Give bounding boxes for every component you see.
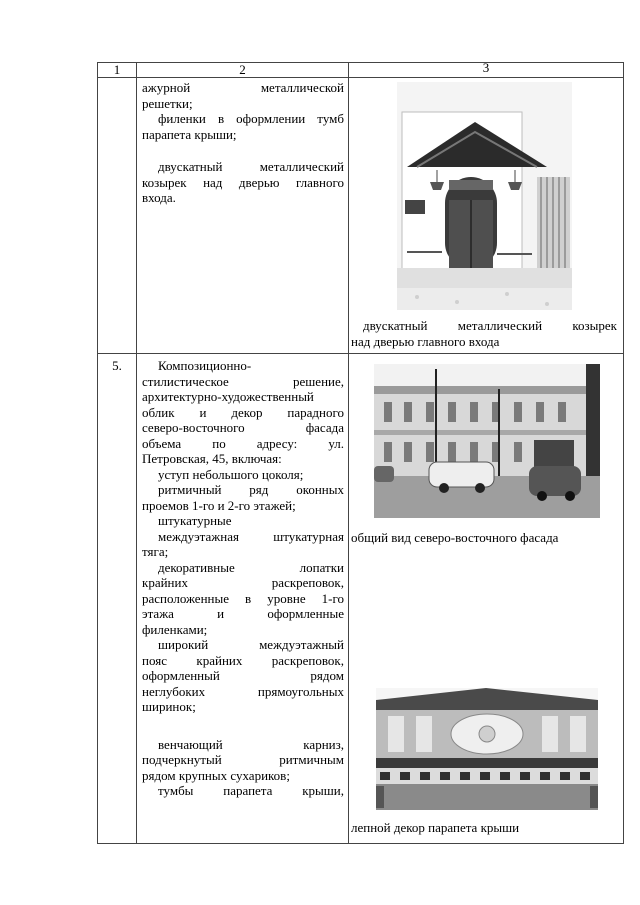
text-line: входа. — [142, 190, 176, 205]
text-line: междуэтажная штукатурная — [158, 528, 344, 544]
text-line: широкий междуэтажный — [158, 637, 344, 652]
text-line: парапета крыши; — [142, 126, 237, 142]
photo-caption-parapet: лепной декор парапета крыши — [351, 820, 520, 835]
text-line: ширинок; — [142, 699, 196, 714]
text-line: этажа и оформленные — [142, 606, 344, 621]
feature-description-cell — [137, 78, 349, 354]
header-col-1: 1 — [98, 63, 137, 78]
header-col-3: 3 — [349, 63, 624, 78]
table-header-row — [98, 63, 624, 78]
photo-caption-line-1: двускатный металлический козырек — [363, 318, 617, 333]
text-line: тумбы парапета крыши, — [158, 783, 344, 798]
text-line: филенками; — [142, 621, 208, 637]
text-line: проемов 1-го и 2-го этажей; — [142, 497, 296, 513]
text-line: неглубоких прямоугольных — [142, 683, 344, 699]
text-line: венчающий карниз, — [158, 736, 344, 752]
text-line: подчеркнутый ритмичным — [142, 752, 344, 767]
text-line: козырек над дверью главного — [142, 174, 344, 190]
text-line: ритмичный ряд оконных — [158, 482, 344, 497]
text-line: северо-восточного фасада — [142, 420, 344, 435]
header-col-2: 2 — [137, 63, 349, 78]
photo-cell — [349, 354, 624, 844]
photo-cell — [349, 78, 624, 354]
parapet-decor-photo — [376, 688, 598, 810]
text-line: декоративные лопатки — [158, 559, 344, 575]
row-number: 5. — [98, 354, 137, 844]
table-row-continued — [98, 78, 624, 354]
table-row-5 — [98, 354, 624, 844]
text-line: крайних раскреповок, — [142, 575, 344, 590]
text-line: Композиционно- — [158, 358, 252, 373]
photo-caption-facade: общий вид северо-восточного фасада — [351, 530, 559, 545]
text-line: тяга; — [142, 544, 169, 559]
feature-description-cell — [137, 354, 349, 844]
text-line: двускатный металлический — [158, 159, 344, 174]
text-line: филенки в оформлении тумб — [158, 111, 344, 126]
text-line: объема по адресу: ул. — [142, 435, 344, 451]
text-line: стилистическое решение, — [142, 373, 344, 389]
monument-table — [97, 62, 624, 844]
text-line: решетки; — [142, 95, 193, 111]
photo-caption-line-2: над дверью главного входа — [351, 334, 500, 349]
facade-photo — [374, 364, 600, 518]
text-line: Петровская, 45, включая: — [142, 451, 282, 466]
building-entrance-photo — [397, 82, 572, 310]
text-line: оформленный рядом — [142, 668, 344, 683]
text-line: расположенные в уровне 1-го — [142, 590, 344, 606]
text-line: облик и декор парадного — [142, 404, 344, 420]
text-line: уступ небольшого цоколя; — [158, 466, 304, 482]
text-line: пояс крайних раскреповок, — [142, 652, 344, 668]
row-number-cell-empty — [98, 78, 137, 354]
text-line: ажурной металлической — [142, 80, 344, 95]
text-line: штукатурные — [158, 513, 232, 528]
text-line: архитектурно-художественный — [142, 389, 314, 404]
text-line: рядом крупных сухариков; — [142, 767, 290, 783]
